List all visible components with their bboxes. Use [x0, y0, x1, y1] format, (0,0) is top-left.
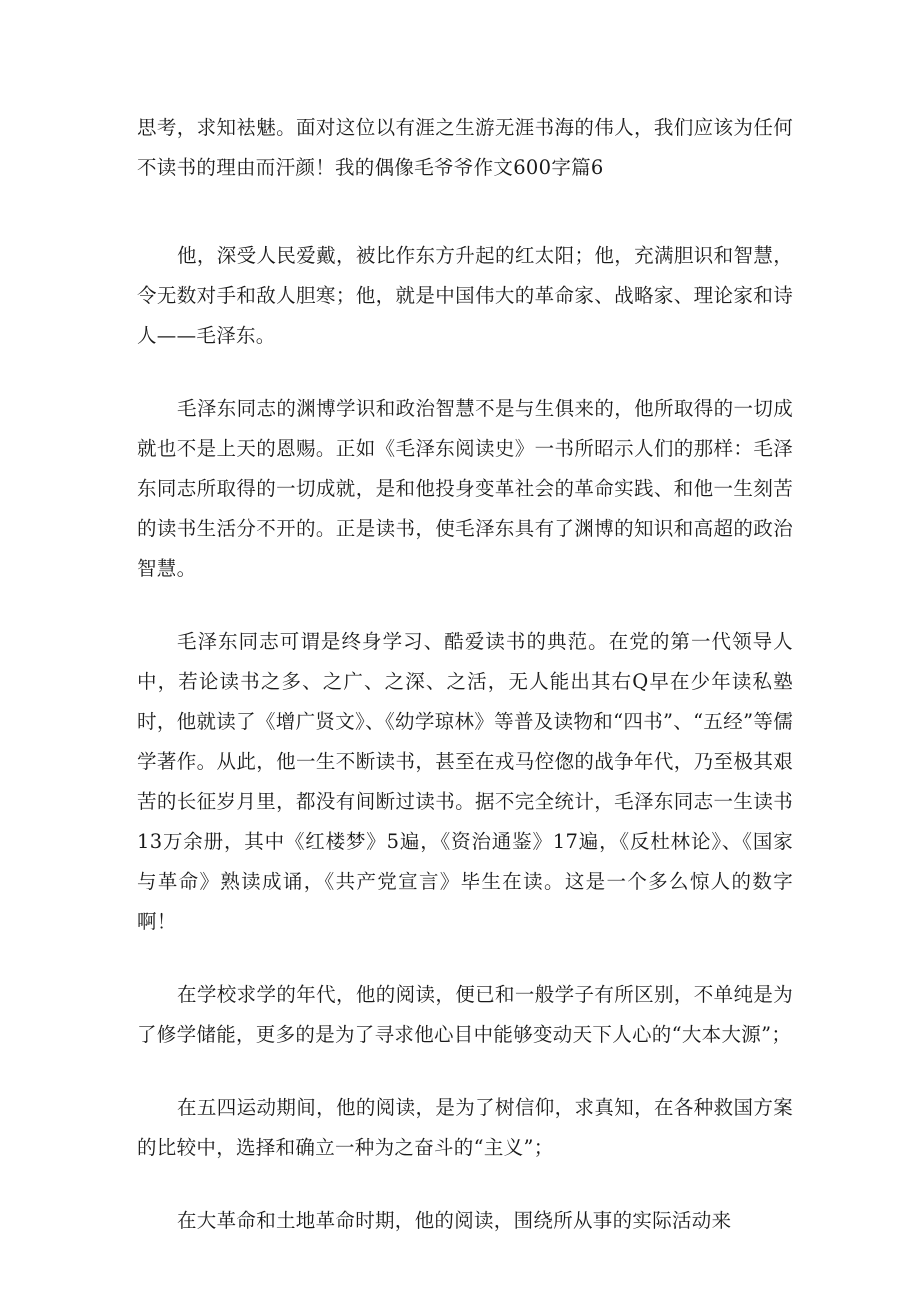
- paragraph-school-years: 在学校求学的年代，他的阅读，便已和一般学子有所区别，不单纯是为了修学储能，更多的是为了寻求他心目中能够变动天下人心的“大本大源”；: [137, 983, 793, 1046]
- paragraph-revolution: 在大革命和土地革命时期，他的阅读，围绕所从事的实际活动来: [177, 1209, 732, 1232]
- paragraph-continuation: 思考，求知袪魅。面对这位以有涯之生游无涯书海的伟人，我们应该为任何不读书的理由而汗颜！我的偶像毛爷爷作文600字篇6: [137, 116, 793, 179]
- document-page: [137, 108, 793, 1241]
- paragraph-intro: 他，深受人民爱戴，被比作东方升起的红太阳；他，充满胆识和智慧，令无数对手和敌人胆寒；他，就是中国伟大的革命家、战略家、理论家和诗人——毛泽东。: [137, 244, 793, 347]
- paragraph-wisdom: 毛泽东同志的渊博学识和政治智慧不是与生俱来的，他所取得的一切成就也不是上天的恩赐。正如《毛泽东阅读史》一书所昭示人们的那样：毛泽东同志所取得的一切成就，是和他投身变革社会的革命实践、和他一生刻苦的读书生活分不开的。正是读书，使毛泽东具有了渊博的知识和高超的政治智慧。: [137, 397, 793, 580]
- paragraph-may-fourth: 在五四运动期间，他的阅读，是为了树信仰，求真知，在各种救国方案的比较中，选择和确立一种为之奋斗的“主义”；: [137, 1096, 793, 1159]
- paragraph-reading-model: 毛泽东同志可谓是终身学习、酷爱读书的典范。在党的第一代领导人中，若论读书之多、之广、之深、之活，无人能出其右Q早在少年读私塾时，他就读了《增广贤文》、《幼学琼林》等普及读物和“四书”、“五经”等儒学著作。从此，他一生不断读书，甚至在戎马倥偬的战争年代，乃至极其艰苦的长征岁月里，都没有间断过读书。据不完全统计，毛泽东同志一生读书13万余册，其中《红楼梦》5遍，《资治通鉴》17遍，《反杜林论》、《国家与革命》熟读成诵，《共产党宣言》毕生在读。这是一个多么惊人的数字啊！: [137, 630, 793, 933]
